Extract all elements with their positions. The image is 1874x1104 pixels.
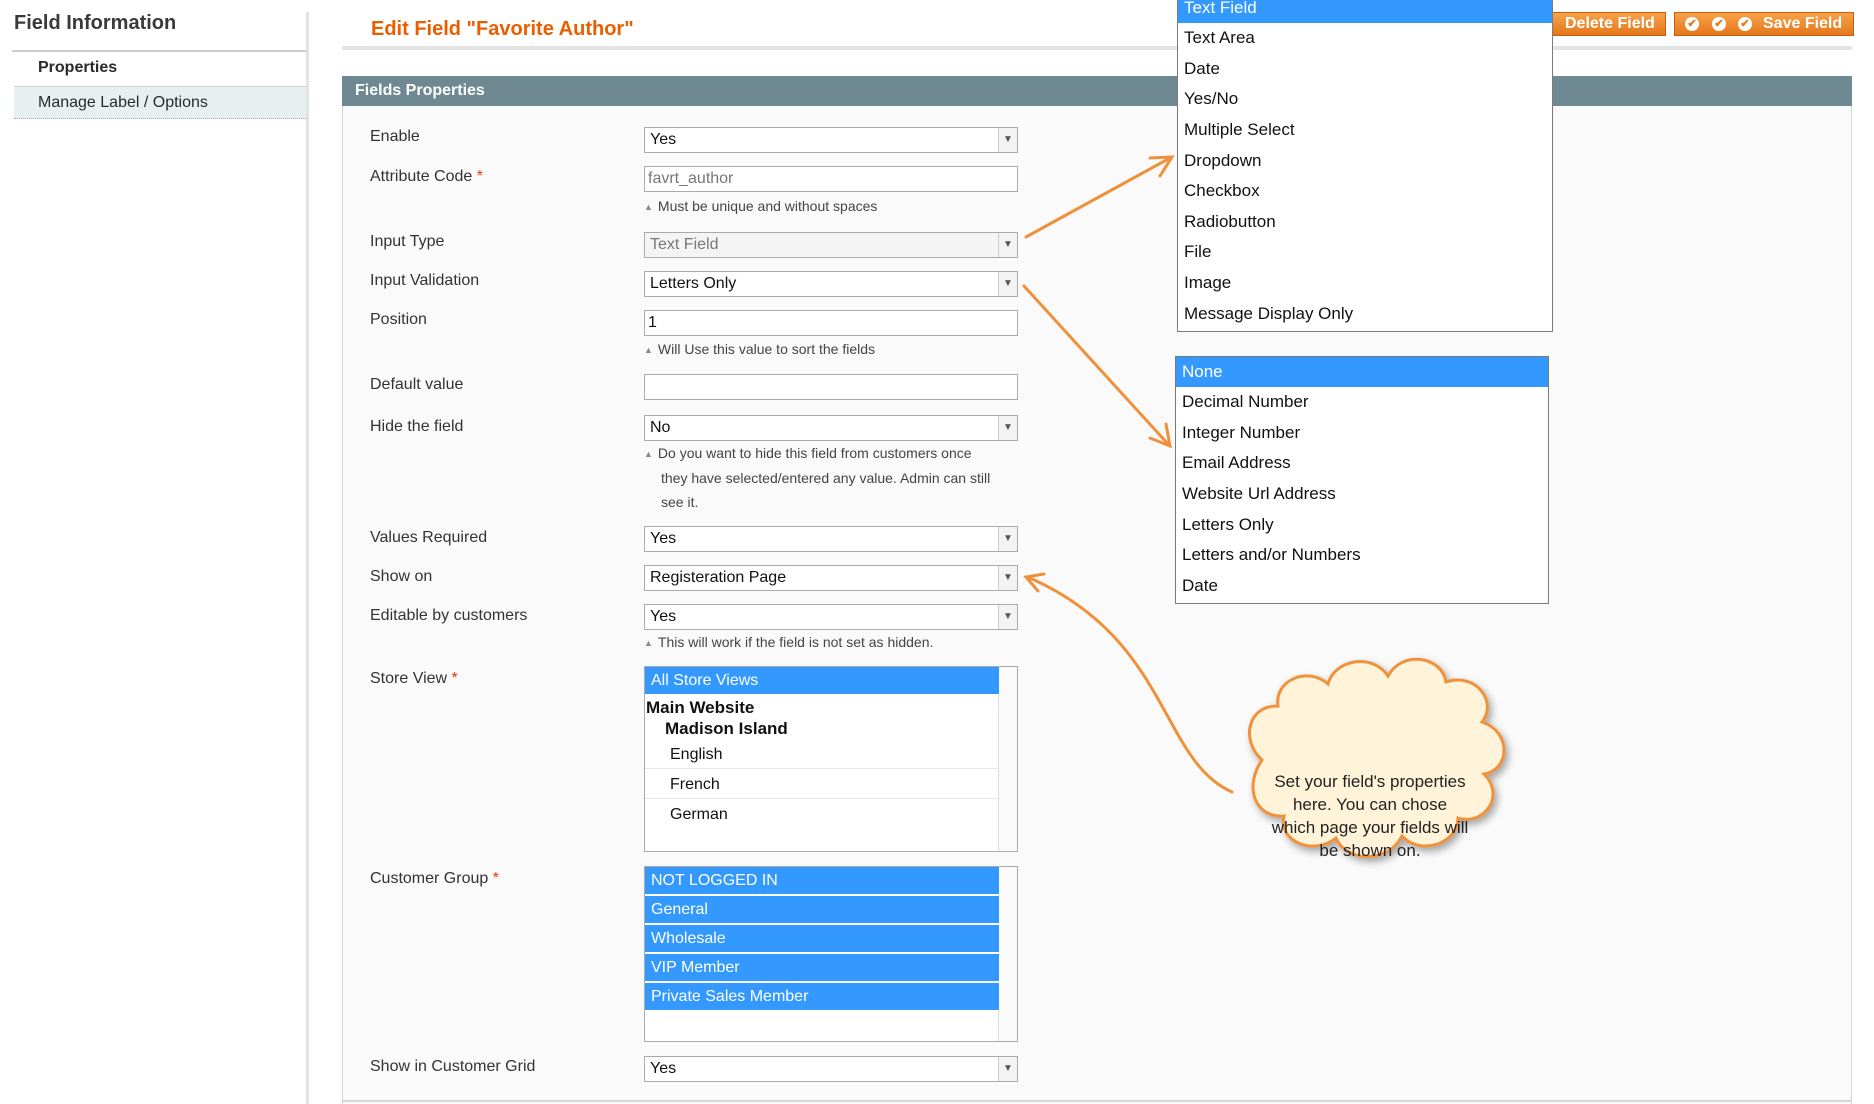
dropdown-option[interactable]: Message Display Only [1184,304,1354,323]
check-icon: ✔ [1738,17,1752,31]
store-view-option[interactable]: English [645,741,999,769]
triangle-icon: ▲ [644,449,653,459]
store-view-option[interactable]: All Store Views [645,667,999,695]
attribute-code-note: ▲ Must be unique and without spaces [644,198,878,214]
store-view-option[interactable]: German [670,806,728,823]
dropdown-option[interactable]: Date [1184,59,1220,78]
delete-field-button[interactable]: Delete Field [1546,12,1666,36]
sidebar-title: Field Information [14,12,177,34]
arrow-icon [1024,286,1170,446]
page-title: Edit Field "Favorite Author" [371,18,634,40]
triangle-icon: ▲ [644,202,653,212]
input-validation-select[interactable]: Letters Only ▼ [644,271,1018,297]
hide-field-select[interactable]: No ▼ [644,415,1018,441]
customer-group-option[interactable]: General [645,896,999,924]
dropdown-option[interactable]: File [1184,242,1212,261]
dropdown-option[interactable]: Yes/No [1184,89,1239,108]
show-on-select[interactable]: Registeration Page ▼ [644,565,1018,591]
dropdown-option[interactable]: Checkbox [1184,181,1260,200]
check-icon: ✔ [1685,17,1699,31]
dropdown-option[interactable]: Letters Only [1182,515,1274,534]
default-value-label: Default value [370,376,464,393]
dropdown-option[interactable]: Date [1182,576,1218,595]
store-view-label: Store View * [370,670,458,687]
customer-group-option[interactable]: Private Sales Member [645,983,999,1011]
option-group-label: Madison Island [665,719,788,738]
editable-label: Editable by customers [370,607,528,624]
position-note: ▲ Will Use this value to sort the fields [644,341,876,357]
dropdown-option[interactable]: Decimal Number [1182,392,1309,411]
dropdown-option[interactable]: Text Field [1178,0,1552,23]
sidebar-item-label: Manage Label / Options [38,94,208,111]
show-in-grid-select[interactable]: Yes ▼ [644,1056,1018,1082]
dropdown-option[interactable]: Website Url Address [1182,484,1336,503]
hide-field-label: Hide the field [370,418,464,435]
chevron-down-icon: ▼ [998,128,1017,152]
dropdown-option[interactable]: Letters and/or Numbers [1182,545,1361,564]
position-label: Position [370,311,427,328]
editable-note: ▲ This will work if the field is not set as hidden. [644,634,934,650]
chevron-down-icon: ▼ [998,272,1017,296]
check-icon: ✔ [1712,17,1726,31]
editable-select[interactable]: Yes ▼ [644,604,1018,630]
hide-field-note: ▲ Do you want to hide this field from customers once they have selected/entered any value. Admin can still see it. [644,445,991,510]
dropdown-option[interactable]: Radiobutton [1184,212,1276,231]
chevron-down-icon: ▼ [998,566,1017,590]
show-on-label: Show on [370,568,433,585]
arrow-icon [1026,157,1172,237]
attribute-code-input[interactable]: favrt_author [644,166,1018,192]
dropdown-option[interactable]: None [1176,357,1548,387]
triangle-icon: ▲ [644,638,653,648]
dropdown-option[interactable]: Email Address [1182,453,1291,472]
save-field-button[interactable]: ✔ ✔ ✔ Save Field [1674,12,1854,36]
customer-group-option[interactable]: NOT LOGGED IN [645,867,999,895]
sidebar-item-properties[interactable]: Properties [38,59,118,76]
chevron-down-icon: ▼ [998,416,1017,440]
chevron-down-icon: ▼ [998,1057,1017,1081]
store-view-option[interactable]: French [645,771,999,799]
input-validation-label: Input Validation [370,272,480,289]
dropdown-option[interactable]: Dropdown [1184,151,1262,170]
show-in-grid-label: Show in Customer Grid [370,1058,536,1075]
chevron-down-icon: ▼ [998,527,1017,551]
chevron-down-icon: ▼ [998,605,1017,629]
dropdown-option[interactable]: Text Area [1184,28,1255,47]
enable-select[interactable]: Yes ▼ [644,127,1018,153]
callout-text: Set your field's properties here. You can chose which page your fields will be shown on. [1271,772,1469,860]
customer-group-label: Customer Group * [370,870,499,887]
input-type-label: Input Type [370,233,445,250]
arrow-icon [1026,574,1232,792]
position-input[interactable]: 1 [644,310,1018,336]
values-required-label: Values Required [370,529,488,546]
chevron-down-icon: ▼ [998,233,1017,257]
values-required-select[interactable]: Yes ▼ [644,526,1018,552]
enable-label: Enable [370,128,420,145]
input-type-select[interactable]: Text Field ▼ [644,232,1018,258]
attribute-code-label: Attribute Code * [370,168,483,185]
fieldset-title: Fields Properties [355,82,485,99]
customer-group-option[interactable]: Wholesale [645,925,999,953]
triangle-icon: ▲ [644,345,653,355]
customer-group-option[interactable]: VIP Member [645,954,999,982]
option-group-label: Main Website [646,698,755,717]
dropdown-option[interactable]: Image [1184,273,1232,292]
dropdown-option[interactable]: Multiple Select [1184,120,1295,139]
dropdown-option[interactable]: Integer Number [1182,423,1301,442]
